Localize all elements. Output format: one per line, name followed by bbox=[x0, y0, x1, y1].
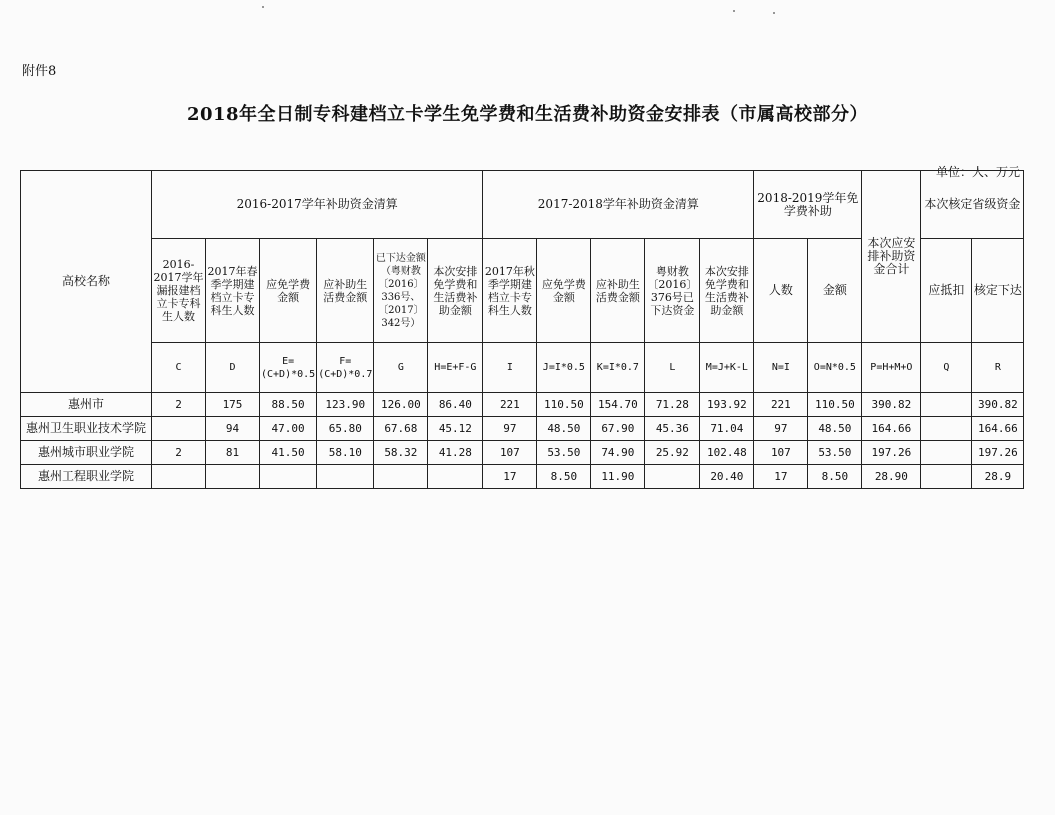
header-r: 核定下达 bbox=[972, 239, 1024, 343]
header-m: 本次安排免学费和生活费补助金额 bbox=[700, 239, 754, 343]
cell-h: 45.12 bbox=[428, 417, 483, 441]
formula-cell: N=I bbox=[754, 343, 808, 393]
cell-n: 97 bbox=[754, 417, 808, 441]
table-row bbox=[21, 441, 1024, 465]
cell-d bbox=[206, 465, 260, 489]
cell-f: 65.80 bbox=[317, 417, 374, 441]
cell-g: 58.32 bbox=[374, 441, 428, 465]
header-h: 本次安排免学费和生活费补助金额 bbox=[428, 239, 483, 343]
cell-j: 48.50 bbox=[537, 417, 591, 441]
cell-g: 67.68 bbox=[374, 417, 428, 441]
formula-cell: H=E+F-G bbox=[428, 343, 483, 393]
school-name: 惠州城市职业学院 bbox=[21, 441, 152, 465]
cell-c bbox=[152, 417, 206, 441]
cell-i: 107 bbox=[483, 441, 537, 465]
table-row bbox=[21, 393, 1024, 417]
cell-c bbox=[152, 465, 206, 489]
cell-g: 126.00 bbox=[374, 393, 428, 417]
header-group-2017-2018: 2017-2018学年补助资金清算 bbox=[483, 171, 754, 239]
cell-k: 11.90 bbox=[591, 465, 645, 489]
cell-e: 88.50 bbox=[260, 393, 317, 417]
cell-f bbox=[317, 465, 374, 489]
cell-i: 17 bbox=[483, 465, 537, 489]
cell-e bbox=[260, 465, 317, 489]
cell-e: 47.00 bbox=[260, 417, 317, 441]
cell-l: 71.28 bbox=[645, 393, 700, 417]
cell-j: 8.50 bbox=[537, 465, 591, 489]
formula-cell: D bbox=[206, 343, 260, 393]
cell-k: 67.90 bbox=[591, 417, 645, 441]
cell-p: 28.90 bbox=[862, 465, 921, 489]
header-j: 应免学费金额 bbox=[537, 239, 591, 343]
cell-f: 58.10 bbox=[317, 441, 374, 465]
unit-label: 单位：人、万元 bbox=[935, 165, 1020, 179]
cell-g bbox=[374, 465, 428, 489]
cell-i: 97 bbox=[483, 417, 537, 441]
cell-l bbox=[645, 465, 700, 489]
cell-h: 41.28 bbox=[428, 441, 483, 465]
cell-q bbox=[921, 393, 972, 417]
cell-n: 17 bbox=[754, 465, 808, 489]
scan-speck bbox=[262, 6, 264, 8]
formula-cell: K=I*0.7 bbox=[591, 343, 645, 393]
school-name: 惠州工程职业学院 bbox=[21, 465, 152, 489]
allocation-table bbox=[20, 170, 1024, 489]
header-group-2018-2019: 2018-2019学年免学费补助 bbox=[754, 171, 862, 239]
header-e: 应免学费金额 bbox=[260, 239, 317, 343]
formula-cell: M=J+K-L bbox=[700, 343, 754, 393]
formula-cell: L bbox=[645, 343, 700, 393]
header-q: 应抵扣 bbox=[921, 239, 972, 343]
table-row bbox=[21, 417, 1024, 441]
page-title: 2018年全日制专科建档立卡学生免学费和生活费补助资金安排表（市属高校部分） bbox=[186, 104, 869, 125]
cell-r: 164.66 bbox=[972, 417, 1024, 441]
cell-f: 123.90 bbox=[317, 393, 374, 417]
formula-cell: I bbox=[483, 343, 537, 393]
formula-cell: G bbox=[374, 343, 428, 393]
cell-m: 102.48 bbox=[700, 441, 754, 465]
cell-p: 164.66 bbox=[862, 417, 921, 441]
header-f: 应补助生活费金额 bbox=[317, 239, 374, 343]
header-k: 应补助生活费金额 bbox=[591, 239, 645, 343]
cell-m: 193.92 bbox=[700, 393, 754, 417]
table-row bbox=[21, 465, 1024, 489]
header-total: 本次应安排补助资金合计 bbox=[862, 171, 921, 343]
header-group-2016-2017: 2016-2017学年补助资金清算 bbox=[152, 171, 483, 239]
cell-e: 41.50 bbox=[260, 441, 317, 465]
cell-h: 86.40 bbox=[428, 393, 483, 417]
formula-cell: C bbox=[152, 343, 206, 393]
formula-cell: J=I*0.5 bbox=[537, 343, 591, 393]
cell-r: 28.9 bbox=[972, 465, 1024, 489]
formula-cell: R bbox=[972, 343, 1024, 393]
cell-d: 94 bbox=[206, 417, 260, 441]
cell-h bbox=[428, 465, 483, 489]
cell-d: 81 bbox=[206, 441, 260, 465]
formula-cell: O=N*0.5 bbox=[808, 343, 862, 393]
cell-l: 45.36 bbox=[645, 417, 700, 441]
cell-q bbox=[921, 441, 972, 465]
header-n: 人数 bbox=[754, 239, 808, 343]
scan-speck bbox=[733, 10, 735, 12]
header-i: 2017年秋季学期建档立卡专科生人数 bbox=[483, 239, 537, 343]
cell-p: 390.82 bbox=[862, 393, 921, 417]
formula-cell: P=H+M+O bbox=[862, 343, 921, 393]
formula-cell: F=(C+D)*0.7 bbox=[317, 343, 374, 393]
cell-c: 2 bbox=[152, 393, 206, 417]
school-name: 惠州卫生职业技术学院 bbox=[21, 417, 152, 441]
cell-q bbox=[921, 417, 972, 441]
cell-q bbox=[921, 465, 972, 489]
cell-i: 221 bbox=[483, 393, 537, 417]
cell-o: 53.50 bbox=[808, 441, 862, 465]
cell-j: 53.50 bbox=[537, 441, 591, 465]
formula-row bbox=[21, 343, 1024, 393]
header-school: 高校名称 bbox=[21, 171, 152, 393]
header-g: 已下达金额（粤财教〔2016〕336号、〔2017〕342号） bbox=[374, 239, 428, 343]
cell-r: 390.82 bbox=[972, 393, 1024, 417]
cell-m: 71.04 bbox=[700, 417, 754, 441]
cell-c: 2 bbox=[152, 441, 206, 465]
header-d: 2017年春季学期建档立卡专科生人数 bbox=[206, 239, 260, 343]
cell-r: 197.26 bbox=[972, 441, 1024, 465]
header-row-1 bbox=[21, 171, 1024, 239]
school-name: 惠州市 bbox=[21, 393, 152, 417]
header-group-provincial: 本次核定省级资金 bbox=[921, 171, 1024, 239]
cell-m: 20.40 bbox=[700, 465, 754, 489]
cell-d: 175 bbox=[206, 393, 260, 417]
cell-k: 74.90 bbox=[591, 441, 645, 465]
header-c: 2016-2017学年漏报建档立卡专科生人数 bbox=[152, 239, 206, 343]
cell-o: 110.50 bbox=[808, 393, 862, 417]
cell-o: 48.50 bbox=[808, 417, 862, 441]
scan-speck bbox=[773, 12, 775, 14]
header-o: 金额 bbox=[808, 239, 862, 343]
cell-l: 25.92 bbox=[645, 441, 700, 465]
cell-k: 154.70 bbox=[591, 393, 645, 417]
cell-o: 8.50 bbox=[808, 465, 862, 489]
formula-cell: E=(C+D)*0.5 bbox=[260, 343, 317, 393]
cell-n: 107 bbox=[754, 441, 808, 465]
formula-cell: Q bbox=[921, 343, 972, 393]
header-l: 粤财教〔2016〕376号已下达资金 bbox=[645, 239, 700, 343]
cell-j: 110.50 bbox=[537, 393, 591, 417]
annex-label: 附件8 bbox=[22, 64, 57, 79]
cell-p: 197.26 bbox=[862, 441, 921, 465]
cell-n: 221 bbox=[754, 393, 808, 417]
